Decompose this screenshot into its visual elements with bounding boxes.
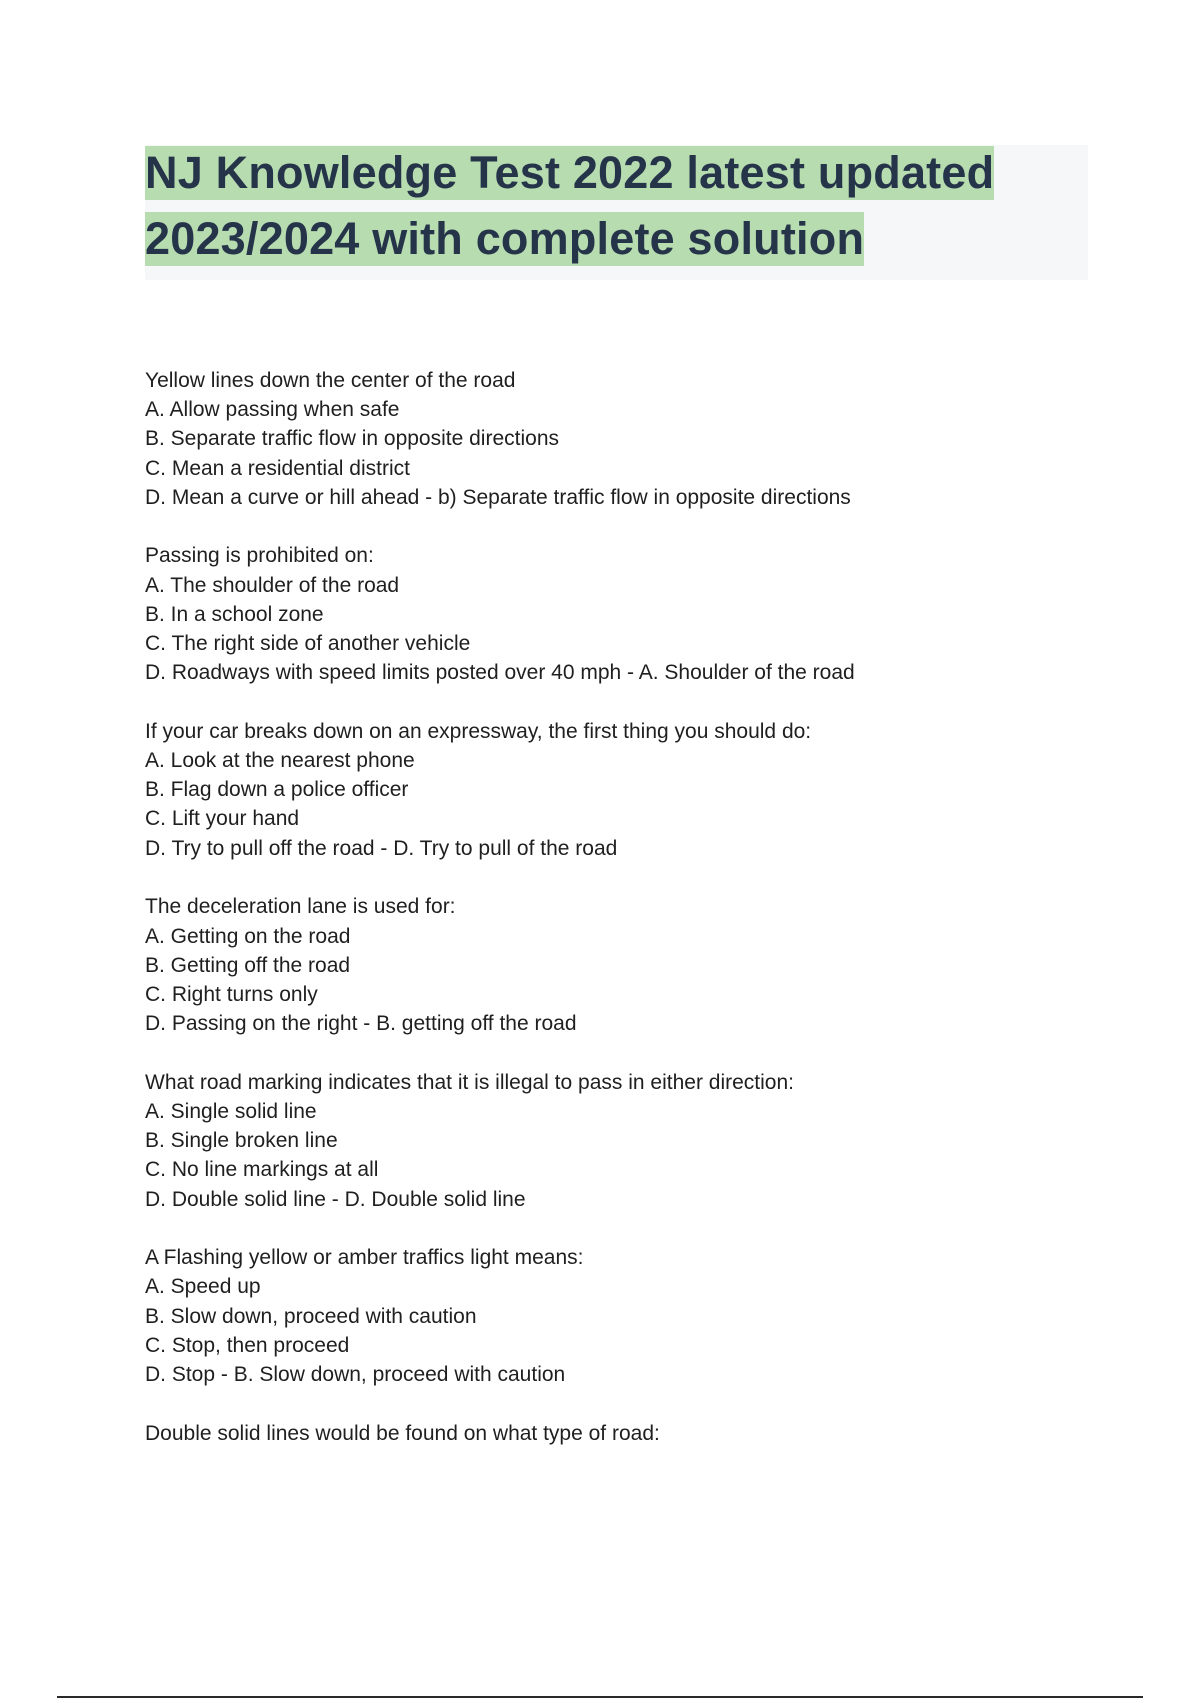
answer-option-d: D. Stop - B. Slow down, proceed with caution bbox=[145, 1362, 566, 1386]
question-prompt: Yellow lines down the center of the road bbox=[145, 369, 516, 392]
question-block bbox=[145, 541, 1105, 687]
answer-option-b: B. Slow down, proceed with caution bbox=[145, 1304, 477, 1328]
answer-option-a: A. Look at the nearest phone bbox=[145, 749, 415, 773]
question-prompt: The deceleration lane is used for: bbox=[145, 895, 456, 919]
answer-option-b: B. Flag down a police officer bbox=[145, 778, 409, 802]
answer-option-b: B. Single broken line bbox=[145, 1129, 338, 1153]
question-list bbox=[145, 366, 1105, 1477]
document-title-line-1: NJ Knowledge Test 2022 latest updated bbox=[145, 147, 995, 198]
document-title-line-2: 2023/2024 with complete solution bbox=[145, 213, 865, 264]
question-block bbox=[145, 1068, 1105, 1214]
answer-option-d: D. Mean a curve or hill ahead - b) Separate traffic flow in opposite directions bbox=[145, 485, 851, 509]
answer-option-b: B. Separate traffic flow in opposite directions bbox=[145, 427, 560, 451]
question-block bbox=[145, 1243, 1105, 1389]
page-bottom-rule bbox=[57, 1696, 1143, 1698]
answer-option-b: B. Getting off the road bbox=[145, 953, 351, 977]
answer-option-c: C. No line markings at all bbox=[145, 1158, 379, 1182]
answer-option-b: B. In a school zone bbox=[145, 602, 324, 626]
answer-option-a: A. Getting on the road bbox=[145, 924, 351, 948]
answer-option-a: A. The shoulder of the road bbox=[145, 573, 400, 597]
question-prompt: Double solid lines would be found on what type of road: bbox=[145, 1421, 660, 1445]
question-block bbox=[145, 366, 1105, 512]
question-prompt: What road marking indicates that it is illegal to pass in either direction: bbox=[145, 1070, 794, 1094]
answer-option-d: D. Passing on the right - B. getting off the road bbox=[145, 1012, 577, 1036]
answer-option-d: D. Double solid line - D. Double solid line bbox=[145, 1187, 526, 1211]
question-prompt: If your car breaks down on an expressway, the first thing you should do: bbox=[145, 719, 812, 743]
answer-option-a: A. Single solid line bbox=[145, 1099, 317, 1123]
answer-option-c: C. Lift your hand bbox=[145, 807, 300, 831]
answer-option-c: C. The right side of another vehicle bbox=[145, 632, 471, 655]
answer-option-d: D. Try to pull off the road - D. Try to pull of the road bbox=[145, 836, 618, 860]
answer-option-c: C. Stop, then proceed bbox=[145, 1333, 350, 1357]
answer-option-d: D. Roadways with speed limits posted over 40 mph - A. Shoulder of the road bbox=[145, 661, 855, 685]
answer-option-c: C. Right turns only bbox=[145, 982, 318, 1006]
answer-option-c: C. Mean a residential district bbox=[145, 456, 410, 480]
question-block bbox=[145, 717, 1105, 863]
question-prompt: A Flashing yellow or amber traffics light means: bbox=[145, 1246, 584, 1270]
question-block bbox=[145, 892, 1105, 1038]
answer-option-a: A. Allow passing when safe bbox=[145, 398, 400, 422]
question-prompt: Passing is prohibited on: bbox=[145, 544, 374, 568]
question-block bbox=[145, 1419, 1105, 1448]
answer-option-a: A. Speed up bbox=[145, 1275, 261, 1299]
